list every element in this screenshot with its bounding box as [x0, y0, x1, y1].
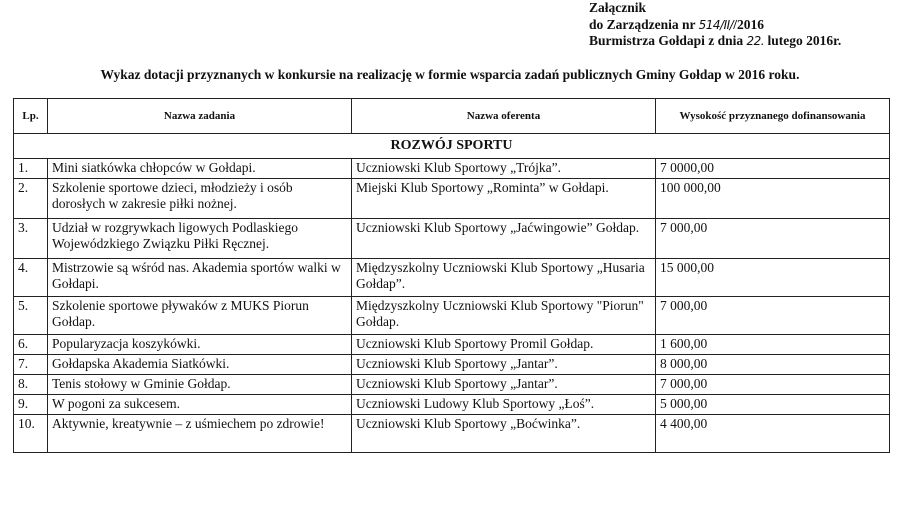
row-offeror-name: Międzyszkolny Uczniowski Klub Sportowy "Piorun" Gołdap. [352, 297, 656, 335]
row-task-name: W pogoni za sukcesem. [48, 395, 352, 415]
row-amount: 15 000,00 [656, 259, 890, 297]
row-task-name: Szkolenie sportowe dzieci, młodzieży i osób dorosłych w zakresie piłki nożnej. [48, 179, 352, 219]
row-offeror-name: Miejski Klub Sportowy „Romintа” w Gołdapi. [352, 179, 656, 219]
header-lp: Lp. [14, 99, 48, 134]
row-offeror-name: Uczniowski Klub Sportowy „Jantar”. [352, 355, 656, 375]
row-amount: 7 000,00 [656, 297, 890, 335]
ordinance-number-handwritten: 514/II/ [698, 17, 734, 32]
row-offeror-name: Uczniowski Klub Sportowy „Trójka”. [352, 159, 656, 179]
mayor-date-line [589, 33, 894, 50]
row-lp: 10. [14, 415, 48, 453]
table-row [14, 179, 890, 219]
header-amount: Wysokość przyznanego dofinansowania [656, 99, 890, 134]
row-task-name: Udział w rozgrywkach ligowych Podlaskiego Wojewódzkiego Związku Piłki Ręcznej. [48, 219, 352, 259]
table-row [14, 415, 890, 453]
row-task-name: Aktywnie, kreatywnie – z uśmiechem po zdrowie! [48, 415, 352, 453]
header-offeror-name: Nazwa oferenta [352, 99, 656, 134]
row-task-name: Mistrzowie są wśród nas. Akademia sportów walki w Gołdapi. [48, 259, 352, 297]
row-offeror-name: Uczniowski Ludowy Klub Sportowy „Łoś”. [352, 395, 656, 415]
row-amount: 100 000,00 [656, 179, 890, 219]
table-row [14, 335, 890, 355]
attachment-header [589, 0, 894, 50]
row-lp: 8. [14, 375, 48, 395]
row-amount: 1 600,00 [656, 335, 890, 355]
row-offeror-name: Uczniowski Klub Sportowy Promil Gołdap. [352, 335, 656, 355]
table-header-row [14, 99, 890, 134]
date-suffix: lutego 2016r. [764, 33, 842, 48]
table-row [14, 355, 890, 375]
row-task-name: Szkolenie sportowe pływaków z MUKS Piorun Gołdap. [48, 297, 352, 335]
row-lp: 4. [14, 259, 48, 297]
row-lp: 7. [14, 355, 48, 375]
row-amount: 4 400,00 [656, 415, 890, 453]
row-amount: 5 000,00 [656, 395, 890, 415]
row-task-name: Tenis stołowy w Gminie Gołdap. [48, 375, 352, 395]
section-title: ROZWÓJ SPORTU [14, 134, 890, 159]
row-offeror-name: Międzyszkolny Uczniowski Klub Sportowy „Husaria Gołdap”. [352, 259, 656, 297]
grants-table [13, 98, 890, 453]
row-offeror-name: Uczniowski Klub Sportowy „Jantar”. [352, 375, 656, 395]
table-row [14, 159, 890, 179]
row-task-name: Mini siatkówka chłopców w Gołdapi. [48, 159, 352, 179]
row-lp: 2. [14, 179, 48, 219]
table-row [14, 297, 890, 335]
date-day-handwritten: 22. [746, 34, 765, 48]
ordinance-prefix: do Zarządzenia nr [589, 16, 699, 32]
row-lp: 5. [14, 297, 48, 335]
document-title: Wykaz dotacji przyznanych w konkursie na realizację w formie wsparcia zadań publicznych Gminy Gołdap w 2016 roku. [100, 67, 800, 82]
row-amount: 8 000,00 [656, 355, 890, 375]
row-lp: 1. [14, 159, 48, 179]
ordinance-year: /2016 [733, 16, 764, 32]
row-amount: 7 000,00 [656, 219, 890, 259]
row-offeror-name: Uczniowski Klub Sportowy „Jaćwingowie” Gołdap. [352, 219, 656, 259]
row-task-name: Popularyzacja koszykówki. [48, 335, 352, 355]
mayor-prefix: Burmistrza Gołdapi z dnia [589, 33, 747, 48]
attachment-label: Załącznik [589, 0, 647, 15]
header-task-name: Nazwa zadania [48, 99, 352, 134]
table-row [14, 219, 890, 259]
table-row [14, 395, 890, 415]
row-task-name: Gołdapska Akademia Siatkówki. [48, 355, 352, 375]
table-row [14, 259, 890, 297]
row-amount: 7 0000,00 [656, 159, 890, 179]
table-row [14, 375, 890, 395]
row-lp: 3. [14, 219, 48, 259]
ordinance-line [589, 17, 894, 34]
row-lp: 6. [14, 335, 48, 355]
row-offeror-name: Uczniowski Klub Sportowy „Boćwinka”. [352, 415, 656, 453]
row-lp: 9. [14, 395, 48, 415]
section-row [14, 134, 890, 159]
row-amount: 7 000,00 [656, 375, 890, 395]
